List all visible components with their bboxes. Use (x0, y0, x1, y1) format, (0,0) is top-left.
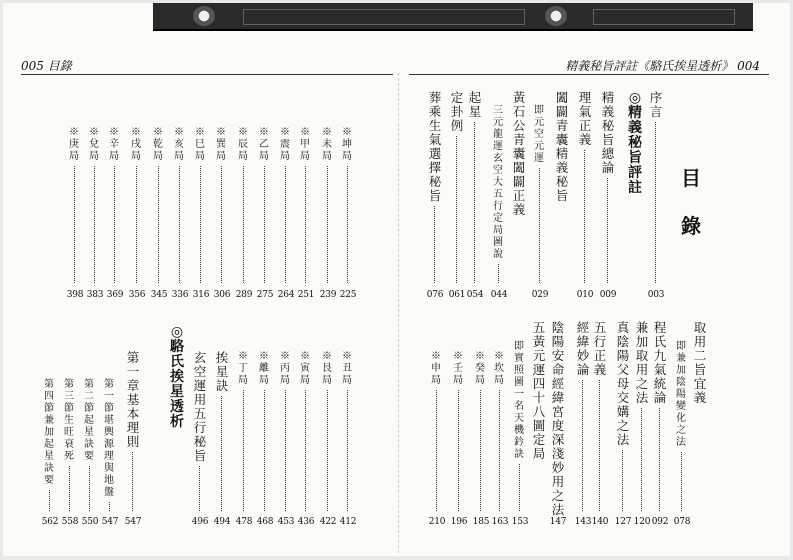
toc-entry-title: 第二節 起星訣要 (84, 379, 94, 462)
header-rule (409, 74, 769, 75)
toc-entry (321, 351, 333, 387)
dotted-leader (243, 166, 244, 283)
toc-entry-title: 精義秘旨總論 (601, 90, 615, 175)
toc-entry (237, 351, 249, 387)
toc-entry-title: 三元龍運玄空大五行定局圖說 (493, 105, 503, 260)
dotted-leader (69, 466, 70, 511)
dotted-leader (347, 166, 348, 283)
toc-entry (215, 351, 229, 393)
toc-entry (468, 91, 482, 119)
toc-entry-title: ※庚局 (69, 127, 79, 162)
toc-entry-title: ※丑局 (342, 351, 352, 386)
toc-entry-title: 挨星訣 (215, 350, 229, 393)
dotted-leader (347, 390, 348, 511)
toc-page-number: 003 (647, 290, 665, 300)
toc-page-number: 061 (448, 290, 466, 300)
toc-entry (279, 127, 291, 163)
toc-entry (299, 351, 311, 387)
dotted-leader (285, 390, 286, 511)
dotted-leader (49, 490, 50, 511)
dotted-leader (136, 166, 137, 283)
dotted-leader (622, 450, 623, 511)
toc-entry-title: ※巳局 (195, 127, 205, 162)
dotted-leader (179, 166, 180, 283)
toc-entry (474, 351, 486, 387)
toc-entry-title: ※辰局 (238, 127, 248, 162)
page-header-left: 005 目錄 (21, 59, 72, 73)
pattern-band (243, 9, 525, 25)
toc-entry-title: 第一章 基本理則 (126, 350, 140, 449)
toc-page-number: 054 (466, 290, 484, 300)
toc-entry-title: 兼加取用之法 (635, 320, 649, 405)
dotted-leader (221, 166, 222, 283)
dotted-leader (132, 452, 133, 511)
toc-page-number: 398 (66, 290, 84, 300)
toc-entry (215, 127, 227, 163)
toc-entry-title: 即元空元運 (534, 105, 544, 164)
toc-entry-title: 即兼加陰陽變化之法 (676, 341, 686, 448)
toc-entry-title: 即實照圖 一名天機鈐訣 (514, 341, 524, 460)
dotted-leader (305, 166, 306, 283)
toc-page-number: 356 (128, 290, 146, 300)
toc-entry-title: ※坤局 (342, 127, 352, 162)
dotted-leader (456, 136, 457, 283)
toc-page-number: 383 (86, 290, 104, 300)
toc-page-number: 496 (191, 517, 209, 527)
page-header-right: 精義秘旨評註《駱氏挨星透析》 004 (565, 59, 760, 73)
dotted-leader (158, 166, 159, 283)
toc-entry-title: 理氣正義 (578, 90, 592, 147)
toc-entry-title: ※甲局 (300, 127, 310, 162)
toc-entry-title: ※離局 (259, 351, 269, 386)
toc-page-number: 251 (297, 290, 315, 300)
toc-entry (83, 379, 95, 463)
toc-page-number: 078 (673, 517, 691, 527)
toc-entry (152, 127, 164, 163)
pattern-band (593, 9, 735, 25)
toc-entry (341, 127, 353, 163)
yin-yang-icon (193, 6, 215, 26)
toc-entry (237, 127, 249, 163)
toc-title: 目 錄 (681, 166, 701, 238)
dotted-leader (599, 380, 600, 511)
dotted-leader (109, 502, 110, 511)
toc-entry-title: ※艮局 (322, 351, 332, 386)
dotted-leader (114, 166, 115, 283)
dotted-leader (200, 166, 201, 283)
toc-entry (635, 321, 649, 405)
toc-entry (130, 127, 142, 163)
toc-page-number: 422 (319, 517, 337, 527)
dotted-leader (584, 150, 585, 283)
toc-entry-title: ※乙局 (259, 127, 269, 162)
toc-entry (493, 351, 505, 387)
toc-page-number: 468 (256, 517, 274, 527)
toc-entry-title: 取用二旨宜義 (693, 320, 707, 405)
header-rule (21, 74, 393, 75)
toc-page-number: 009 (599, 290, 617, 300)
toc-entry (616, 321, 630, 447)
toc-entry-title: ※巽局 (216, 127, 226, 162)
toc-page-number: 120 (633, 517, 651, 527)
dotted-leader (285, 166, 286, 283)
toc-entry-title: ※兌局 (89, 127, 99, 162)
book-spread (3, 3, 790, 556)
toc-entry-title: 第四節 兼加起星訣要 (44, 379, 54, 486)
yin-yang-icon (545, 6, 567, 26)
toc-entry-title: 葬乘生氣選擇秘旨 (428, 90, 442, 203)
dotted-leader (474, 122, 475, 283)
toc-page-number: 264 (277, 290, 295, 300)
toc-entry (258, 127, 270, 163)
toc-entry-title: 五黃元運四十八圖定局 (532, 320, 546, 461)
toc-page-number: 127 (614, 517, 632, 527)
toc-entry (169, 325, 185, 430)
toc-entry (693, 321, 707, 405)
toc-entry (653, 321, 667, 405)
toc-page-number: 494 (213, 517, 231, 527)
toc-page-number: 210 (428, 517, 446, 527)
toc-entry (492, 105, 504, 261)
toc-entry (555, 91, 569, 203)
dotted-leader (327, 390, 328, 511)
toc-page-number: 547 (101, 517, 119, 527)
toc-entry (321, 127, 333, 163)
toc-page-number: 336 (171, 290, 189, 300)
toc-entry (533, 105, 545, 165)
dotted-leader (659, 408, 660, 511)
toc-page-number: 185 (472, 517, 490, 527)
toc-page-number: 547 (124, 517, 142, 527)
toc-entry-title: ※乾局 (153, 127, 163, 162)
toc-entry-title: 起星 (468, 90, 482, 119)
toc-page-number: 316 (192, 290, 210, 300)
dotted-leader (327, 166, 328, 283)
toc-entry (279, 351, 291, 387)
toc-entry-title: 玄空運用五行秘旨 (193, 350, 207, 463)
dotted-leader (199, 466, 200, 511)
toc-entry-title: ※丙局 (280, 351, 290, 386)
toc-entry-title: ※申局 (431, 351, 441, 386)
toc-page-number: 092 (651, 517, 669, 527)
toc-entry (452, 351, 464, 387)
dotted-leader (264, 390, 265, 511)
dotted-leader (89, 466, 90, 511)
toc-entry (627, 91, 643, 196)
toc-entry-title: 程氏九氣統論 (653, 320, 667, 405)
toc-entry (193, 351, 207, 463)
dotted-leader (458, 390, 459, 511)
dotted-leader (264, 166, 265, 283)
toc-page-number: 147 (549, 517, 567, 527)
toc-page-number: 029 (531, 290, 549, 300)
toc-page-number: 345 (150, 290, 168, 300)
toc-entry-title: ※寅局 (300, 351, 310, 386)
toc-page-number: 369 (106, 290, 124, 300)
toc-entry (532, 321, 546, 461)
toc-entry (173, 127, 185, 163)
toc-entry-title: 第一節 堪輿源理與地盤 (104, 379, 114, 498)
toc-entry (512, 91, 526, 217)
toc-entry (299, 127, 311, 163)
toc-entry (601, 91, 615, 175)
toc-entry-title: ※震局 (280, 127, 290, 162)
toc-entry-title: ※戌局 (131, 127, 141, 162)
toc-entry-title: 五行正義 (593, 320, 607, 377)
dotted-leader (434, 206, 435, 283)
dotted-leader (655, 122, 656, 283)
toc-entry-title: ※癸局 (475, 351, 485, 386)
toc-entry-title: 定卦例 (450, 90, 464, 133)
toc-entry-title: ※未局 (322, 127, 332, 162)
toc-entry-title: ※壬局 (453, 351, 463, 386)
toc-page-number: 412 (339, 517, 357, 527)
toc-entry-title: 陰陽安命經緯宮度深淺妙用之法 (551, 320, 565, 517)
toc-page-number: 478 (235, 517, 253, 527)
toc-page-number: 010 (576, 290, 594, 300)
toc-entry-title: 真陰陽父母交媾之法 (616, 320, 630, 447)
dotted-leader (436, 390, 437, 511)
dotted-leader (519, 464, 520, 511)
dotted-leader (74, 166, 75, 283)
toc-entry (675, 341, 687, 449)
toc-entry (68, 127, 80, 163)
toc-entry-title: 第三節 生旺衰死 (64, 379, 74, 462)
dotted-leader (480, 390, 481, 511)
toc-page-number: 153 (511, 517, 529, 527)
gutter (398, 73, 399, 553)
toc-entry-title: 序言 (649, 90, 663, 119)
toc-entry (43, 379, 55, 487)
toc-entry (551, 321, 565, 517)
toc-entry-title: 黃石公青囊闔闢正義 (512, 90, 526, 217)
toc-page-number: 436 (297, 517, 315, 527)
toc-page-number: 275 (256, 290, 274, 300)
dotted-leader (582, 380, 583, 511)
toc-page-number: 289 (235, 290, 253, 300)
dotted-leader (681, 452, 682, 511)
toc-entry (513, 341, 525, 461)
toc-entry (341, 351, 353, 387)
toc-page-number: 196 (450, 517, 468, 527)
toc-page-number: 558 (61, 517, 79, 527)
dotted-leader (641, 408, 642, 511)
dotted-leader (221, 396, 222, 511)
toc-page-number: 140 (591, 517, 609, 527)
toc-entry (63, 379, 75, 463)
dotted-leader (499, 390, 500, 511)
toc-entry (88, 127, 100, 163)
toc-entry-title: ※坎局 (494, 351, 504, 386)
toc-page-number: 306 (213, 290, 231, 300)
toc-entry-title: ◎精義秘旨評註 (628, 90, 642, 196)
toc-entry (428, 91, 442, 203)
toc-page-number: 044 (490, 290, 508, 300)
toc-entry (593, 321, 607, 377)
toc-entry (578, 91, 592, 147)
toc-entry-title: ※亥局 (174, 127, 184, 162)
toc-entry (258, 351, 270, 387)
toc-entry-title: 經緯妙論 (576, 320, 590, 377)
toc-page-number: 239 (319, 290, 337, 300)
toc-page-number: 225 (339, 290, 357, 300)
toc-page-number: 163 (491, 517, 509, 527)
dotted-leader (539, 168, 540, 283)
toc-entry (450, 91, 464, 133)
toc-entry-title: ◎駱氏挨星透析 (170, 324, 184, 430)
decorative-banner (153, 3, 753, 31)
toc-entry-title: ※丁局 (238, 351, 248, 386)
dotted-leader (498, 264, 499, 283)
toc-page-number: 453 (277, 517, 295, 527)
toc-page-number: 562 (41, 517, 59, 527)
toc-entry (126, 351, 140, 449)
toc-entry (108, 127, 120, 163)
toc-entry-title: ※辛局 (109, 127, 119, 162)
toc-entry (649, 91, 663, 119)
toc-entry (430, 351, 442, 387)
dotted-leader (94, 166, 95, 283)
toc-entry (103, 379, 115, 499)
toc-entry-title: 闔闢青囊精義秘旨 (555, 90, 569, 203)
toc-entry (576, 321, 590, 377)
dotted-leader (607, 178, 608, 283)
toc-page-number: 143 (574, 517, 592, 527)
toc-page-number: 076 (426, 290, 444, 300)
dotted-leader (243, 390, 244, 511)
dotted-leader (305, 390, 306, 511)
toc-entry (194, 127, 206, 163)
toc-page-number: 550 (81, 517, 99, 527)
